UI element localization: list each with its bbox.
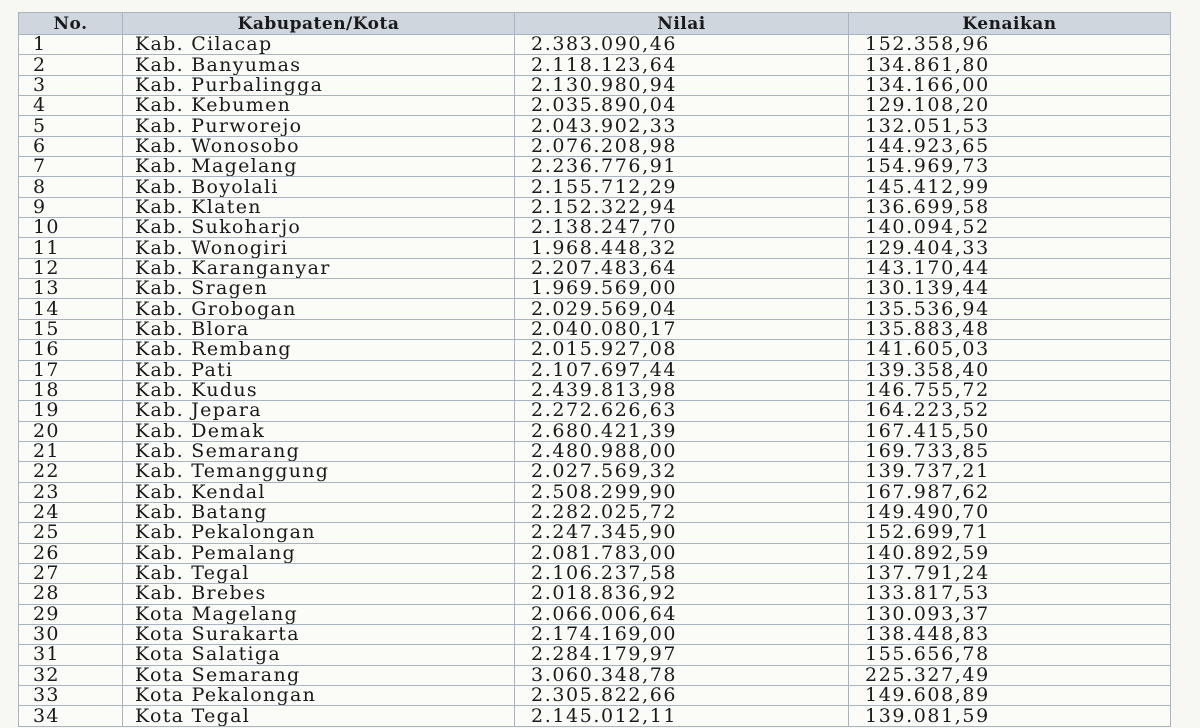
cell-name: Kab. Rembang <box>123 340 515 360</box>
cell-nilai: 2.081.783,00 <box>515 543 849 563</box>
cell-kenaikan: 141.605,03 <box>849 340 1171 360</box>
cell-kenaikan: 149.608,89 <box>849 686 1171 706</box>
cell-name: Kab. Blora <box>123 319 515 339</box>
cell-nilai: 2.383.090,46 <box>515 35 849 55</box>
cell-kenaikan: 134.166,00 <box>849 75 1171 95</box>
cell-no: 8 <box>19 177 123 197</box>
cell-kenaikan: 140.094,52 <box>849 218 1171 238</box>
cell-no: 1 <box>19 35 123 55</box>
cell-kenaikan: 167.987,62 <box>849 482 1171 502</box>
cell-no: 21 <box>19 441 123 461</box>
cell-nilai: 2.076.208,98 <box>515 136 849 156</box>
cell-nilai: 2.155.712,29 <box>515 177 849 197</box>
cell-nilai: 2.236.776,91 <box>515 157 849 177</box>
cell-no: 22 <box>19 462 123 482</box>
cell-name: Kab. Wonosobo <box>123 136 515 156</box>
table-row <box>19 218 1171 238</box>
cell-nilai: 2.027.569,32 <box>515 462 849 482</box>
cell-kenaikan: 140.892,59 <box>849 543 1171 563</box>
cell-no: 9 <box>19 197 123 217</box>
cell-name: Kab. Kendal <box>123 482 515 502</box>
table-row <box>19 360 1171 380</box>
cell-no: 11 <box>19 238 123 258</box>
cell-name: Kab. Banyumas <box>123 55 515 75</box>
cell-no: 4 <box>19 96 123 116</box>
data-table <box>18 12 1171 727</box>
cell-no: 5 <box>19 116 123 136</box>
cell-kenaikan: 136.699,58 <box>849 197 1171 217</box>
cell-kenaikan: 138.448,83 <box>849 624 1171 644</box>
cell-kenaikan: 139.358,40 <box>849 360 1171 380</box>
cell-nilai: 2.480.988,00 <box>515 441 849 461</box>
header-no: No. <box>19 13 123 35</box>
cell-kenaikan: 145.412,99 <box>849 177 1171 197</box>
cell-nilai: 2.130.980,94 <box>515 75 849 95</box>
cell-name: Kab. Temanggung <box>123 462 515 482</box>
cell-name: Kab. Tegal <box>123 563 515 583</box>
cell-name: Kota Surakarta <box>123 624 515 644</box>
header-name: Kabupaten/Kota <box>123 13 515 35</box>
cell-kenaikan: 149.490,70 <box>849 502 1171 522</box>
table-row <box>19 55 1171 75</box>
cell-name: Kab. Kebumen <box>123 96 515 116</box>
cell-nilai: 2.284.179,97 <box>515 645 849 665</box>
cell-kenaikan: 129.404,33 <box>849 238 1171 258</box>
table-row <box>19 197 1171 217</box>
table-row <box>19 279 1171 299</box>
cell-kenaikan: 130.093,37 <box>849 604 1171 624</box>
cell-kenaikan: 144.923,65 <box>849 136 1171 156</box>
cell-name: Kab. Pemalang <box>123 543 515 563</box>
cell-name: Kab. Wonogiri <box>123 238 515 258</box>
cell-kenaikan: 135.536,94 <box>849 299 1171 319</box>
cell-kenaikan: 143.170,44 <box>849 258 1171 278</box>
table-row <box>19 462 1171 482</box>
cell-kenaikan: 155.656,78 <box>849 645 1171 665</box>
cell-nilai: 2.107.697,44 <box>515 360 849 380</box>
table-body <box>19 35 1171 727</box>
table-row <box>19 177 1171 197</box>
cell-no: 33 <box>19 686 123 706</box>
cell-nilai: 2.305.822,66 <box>515 686 849 706</box>
cell-nilai: 2.247.345,90 <box>515 523 849 543</box>
cell-no: 16 <box>19 340 123 360</box>
table-row <box>19 319 1171 339</box>
table-row <box>19 543 1171 563</box>
cell-kenaikan: 167.415,50 <box>849 421 1171 441</box>
cell-no: 6 <box>19 136 123 156</box>
cell-kenaikan: 146.755,72 <box>849 380 1171 400</box>
cell-no: 30 <box>19 624 123 644</box>
cell-name: Kab. Sragen <box>123 279 515 299</box>
cell-kenaikan: 137.791,24 <box>849 563 1171 583</box>
cell-name: Kab. Klaten <box>123 197 515 217</box>
cell-no: 24 <box>19 502 123 522</box>
cell-nilai: 2.439.813,98 <box>515 380 849 400</box>
table-row <box>19 645 1171 665</box>
table-row <box>19 299 1171 319</box>
cell-name: Kota Tegal <box>123 706 515 726</box>
cell-kenaikan: 154.969,73 <box>849 157 1171 177</box>
cell-name: Kab. Purworejo <box>123 116 515 136</box>
cell-kenaikan: 135.883,48 <box>849 319 1171 339</box>
table-row <box>19 75 1171 95</box>
table-row <box>19 35 1171 55</box>
cell-name: Kab. Jepara <box>123 401 515 421</box>
cell-kenaikan: 139.081,59 <box>849 706 1171 726</box>
table-row <box>19 563 1171 583</box>
table-row <box>19 401 1171 421</box>
cell-nilai: 2.508.299,90 <box>515 482 849 502</box>
cell-name: Kab. Sukoharjo <box>123 218 515 238</box>
table-header <box>19 13 1171 35</box>
cell-name: Kab. Kudus <box>123 380 515 400</box>
cell-name: Kab. Batang <box>123 502 515 522</box>
table-row <box>19 238 1171 258</box>
cell-no: 2 <box>19 55 123 75</box>
table-row <box>19 665 1171 685</box>
cell-name: Kab. Grobogan <box>123 299 515 319</box>
cell-no: 29 <box>19 604 123 624</box>
cell-nilai: 2.272.626,63 <box>515 401 849 421</box>
cell-no: 32 <box>19 665 123 685</box>
table-row <box>19 340 1171 360</box>
cell-kenaikan: 129.108,20 <box>849 96 1171 116</box>
cell-no: 14 <box>19 299 123 319</box>
cell-nilai: 2.152.322,94 <box>515 197 849 217</box>
cell-name: Kab. Pekalongan <box>123 523 515 543</box>
table-row <box>19 136 1171 156</box>
cell-nilai: 2.035.890,04 <box>515 96 849 116</box>
cell-no: 18 <box>19 380 123 400</box>
cell-name: Kab. Karanganyar <box>123 258 515 278</box>
cell-kenaikan: 132.051,53 <box>849 116 1171 136</box>
table-row <box>19 96 1171 116</box>
cell-kenaikan: 134.861,80 <box>849 55 1171 75</box>
table-row <box>19 157 1171 177</box>
table-row <box>19 421 1171 441</box>
cell-name: Kota Pekalongan <box>123 686 515 706</box>
table-row <box>19 584 1171 604</box>
cell-name: Kab. Semarang <box>123 441 515 461</box>
cell-nilai: 2.174.169,00 <box>515 624 849 644</box>
cell-nilai: 2.043.902,33 <box>515 116 849 136</box>
cell-no: 13 <box>19 279 123 299</box>
cell-nilai: 2.207.483,64 <box>515 258 849 278</box>
cell-name: Kab. Cilacap <box>123 35 515 55</box>
cell-kenaikan: 130.139,44 <box>849 279 1171 299</box>
table-row <box>19 686 1171 706</box>
table-row <box>19 624 1171 644</box>
cell-no: 19 <box>19 401 123 421</box>
table-row <box>19 502 1171 522</box>
cell-no: 12 <box>19 258 123 278</box>
cell-nilai: 2.680.421,39 <box>515 421 849 441</box>
cell-no: 25 <box>19 523 123 543</box>
cell-nilai: 2.118.123,64 <box>515 55 849 75</box>
cell-nilai: 2.106.237,58 <box>515 563 849 583</box>
cell-no: 7 <box>19 157 123 177</box>
cell-kenaikan: 169.733,85 <box>849 441 1171 461</box>
cell-nilai: 1.969.569,00 <box>515 279 849 299</box>
cell-nilai: 3.060.348,78 <box>515 665 849 685</box>
table-row <box>19 116 1171 136</box>
cell-nilai: 2.138.247,70 <box>515 218 849 238</box>
cell-no: 15 <box>19 319 123 339</box>
table-row <box>19 604 1171 624</box>
cell-nilai: 2.066.006,64 <box>515 604 849 624</box>
table-row <box>19 482 1171 502</box>
cell-no: 10 <box>19 218 123 238</box>
cell-name: Kab. Boyolali <box>123 177 515 197</box>
cell-name: Kota Magelang <box>123 604 515 624</box>
cell-nilai: 2.145.012,11 <box>515 706 849 726</box>
cell-kenaikan: 152.699,71 <box>849 523 1171 543</box>
cell-name: Kab. Brebes <box>123 584 515 604</box>
table-row <box>19 523 1171 543</box>
table-row <box>19 706 1171 726</box>
header-kenaikan: Kenaikan <box>849 13 1171 35</box>
cell-nilai: 2.282.025,72 <box>515 502 849 522</box>
cell-nilai: 2.015.927,08 <box>515 340 849 360</box>
cell-no: 26 <box>19 543 123 563</box>
cell-name: Kab. Purbalingga <box>123 75 515 95</box>
cell-no: 23 <box>19 482 123 502</box>
cell-name: Kab. Pati <box>123 360 515 380</box>
cell-no: 28 <box>19 584 123 604</box>
cell-no: 17 <box>19 360 123 380</box>
cell-no: 34 <box>19 706 123 726</box>
cell-kenaikan: 225.327,49 <box>849 665 1171 685</box>
cell-no: 27 <box>19 563 123 583</box>
cell-name: Kota Salatiga <box>123 645 515 665</box>
cell-nilai: 2.029.569,04 <box>515 299 849 319</box>
cell-kenaikan: 164.223,52 <box>849 401 1171 421</box>
cell-kenaikan: 133.817,53 <box>849 584 1171 604</box>
cell-nilai: 2.018.836,92 <box>515 584 849 604</box>
header-row <box>19 13 1171 35</box>
cell-kenaikan: 152.358,96 <box>849 35 1171 55</box>
table-row <box>19 441 1171 461</box>
cell-name: Kab. Magelang <box>123 157 515 177</box>
cell-no: 3 <box>19 75 123 95</box>
header-nilai: Nilai <box>515 13 849 35</box>
cell-nilai: 2.040.080,17 <box>515 319 849 339</box>
cell-no: 20 <box>19 421 123 441</box>
table-row <box>19 258 1171 278</box>
cell-kenaikan: 139.737,21 <box>849 462 1171 482</box>
cell-nilai: 1.968.448,32 <box>515 238 849 258</box>
cell-name: Kota Semarang <box>123 665 515 685</box>
cell-no: 31 <box>19 645 123 665</box>
cell-name: Kab. Demak <box>123 421 515 441</box>
table-row <box>19 380 1171 400</box>
